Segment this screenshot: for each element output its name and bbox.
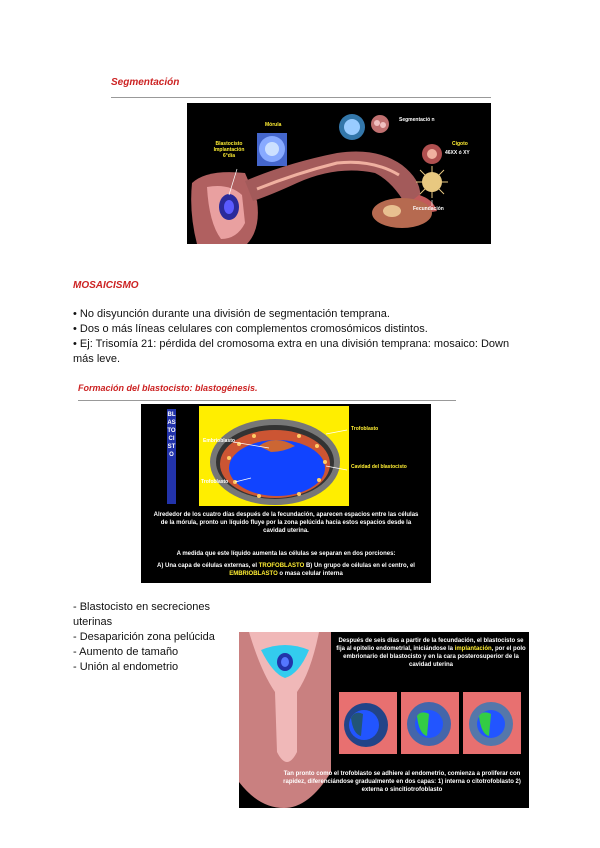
caption-embryoblast-highlight: EMBRIOBLASTO: [229, 571, 278, 577]
pointer-lines: [141, 404, 431, 514]
blastocyst-caption-3: [151, 562, 421, 578]
top-caption-b: , por el polo embrionario del blastocisto y en la cara posterosuperior de la cavidad uterina: [343, 646, 526, 668]
mosaicism-bullet-3: • Ej: Trisomía 21: pérdida del cromosoma extra en una división temprana: mosaico: Down más leve.: [73, 338, 510, 365]
divider: [111, 97, 491, 98]
label-zygote: Cigoto: [452, 141, 468, 147]
implantation-list: [73, 600, 248, 675]
segmentation-illustration: [187, 103, 491, 244]
label-blastocyst: Blastocisto Implantación 6°día: [213, 141, 245, 159]
implantation-bottom-caption: Tan pronto como el trofoblasto se adhiere al endometrio, comienza a proliferar con rapidez, diferenciándose gradualmente en dos capas: 1) interna o citotrofoblasto 2) externa o sincitiotrofoblasto: [283, 771, 521, 793]
vertical-word: BLASTOCISTO: [167, 412, 176, 458]
implantation-top-caption: [335, 637, 527, 669]
label-trophoblast-top: Trofoblasto: [351, 426, 379, 432]
label-trophoblast-left: Trofoblasto: [201, 479, 229, 485]
caption-3b: B) Un grupo de células en el centro, el: [304, 563, 415, 569]
mosaicism-list: [73, 307, 528, 367]
blastocyst-figure: [141, 404, 431, 583]
caption-3a: A) Una capa de células externas, el: [157, 563, 259, 569]
mosaicism-bullet-2: • Dos o más líneas celulares con complementos cromosómicos distintos.: [73, 323, 428, 335]
section-title-blastogenesis: Formación del blastocisto: blastogénesis.: [78, 383, 258, 393]
divider: [78, 400, 456, 401]
segmentation-figure: [187, 103, 491, 244]
label-cavity: Cavidad del blastocisto: [351, 464, 407, 470]
implantation-item-1: - Blastocisto en secreciones uterinas: [73, 601, 210, 628]
implantation-item-2: - Desaparición zona pelúcida: [73, 631, 215, 643]
section-title-mosaicism: MOSAICISMO: [73, 280, 139, 291]
label-morula: Mórula: [265, 122, 282, 128]
label-segmentation: Segmentació n: [399, 117, 435, 123]
section-title-segmentation: Segmentación: [111, 77, 180, 88]
mosaicism-bullet-1: • No disyunción durante una división de segmentación temprana.: [73, 308, 390, 320]
blastocyst-caption-2: A medida que este líquido aumenta las células se separan en dos porciones:: [176, 551, 396, 557]
implantation-item-4: - Unión al endometrio: [73, 661, 179, 673]
implantation-figure: [239, 632, 529, 808]
label-embryoblast: Embrioblasto: [203, 438, 235, 444]
top-caption-a: Después de seis días a partir de la fecundación, el blastocisto se fija al epitelio endometrial, iniciándose la: [336, 638, 524, 652]
implantation-highlight: implantación: [454, 646, 492, 652]
label-zygote-karyotype: 46XX ó XY: [445, 150, 470, 156]
label-fertilization: Fecundación: [413, 206, 444, 212]
blastocyst-caption-1: Alrededor de los cuatro días después de la fecundación, aparecen espacios entre las células de la mórula, pronto un líquido fluye por la zona pelúcida hacia estos espacios desde la cavidad uterina.: [153, 512, 419, 534]
implantation-item-3: - Aumento de tamaño: [73, 646, 179, 658]
caption-3c: o masa celular interna: [277, 571, 343, 577]
caption-trophoblast-highlight: TROFOBLASTO: [258, 563, 305, 569]
